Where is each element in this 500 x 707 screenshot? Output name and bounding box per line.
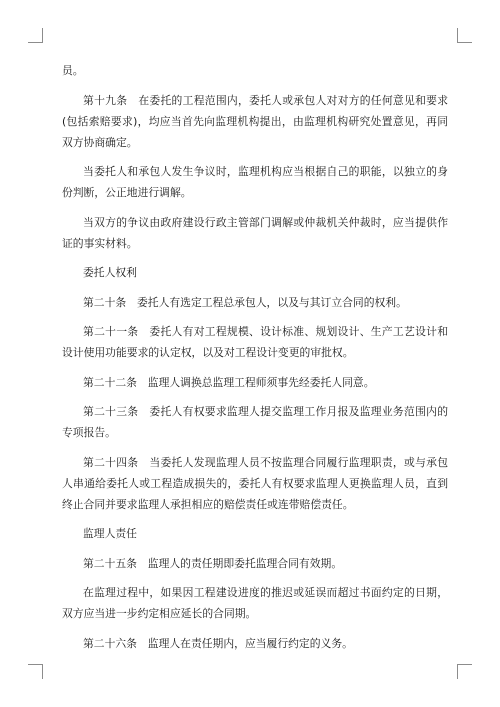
- paragraph-article-23: 第二十三条 委托人有权要求监理人提交监理工作月报及监理业务范围内的专项报告。: [62, 405, 448, 439]
- paragraph-article-26: 第二十六条 监理人在责任期内，应当履行约定的义务。: [83, 636, 353, 650]
- paragraph-period-extension: 在监理过程中，如果因工程建设进度的推迟或延误而超过书面约定的日期，双方应当进一步约定相应延长的合同期。: [62, 586, 448, 620]
- crop-mark-bottom-right: [457, 664, 472, 679]
- section-heading-client-rights: 委托人权利: [83, 266, 137, 279]
- section-heading-supervisor-liability: 监理人责任: [83, 527, 137, 540]
- paragraph-continuation: 员。: [62, 64, 84, 77]
- paragraph-article-25: 第二十五条 监理人的责任期即委托监理合同有效期。: [83, 556, 343, 570]
- paragraph-article-24: 第二十四条 当委托人发现监理人员不按监理合同履行监理职责，或与承包人串通给委托人或工程造成损失的，委托人有权要求监理人更换监理人员，直到终止合同并要求监理人承担相应的赔偿责任或连带赔偿责任。: [62, 455, 448, 511]
- crop-mark-bottom-left: [28, 664, 43, 679]
- paragraph-article-21: 第二十一条 委托人有对工程规模、设计标准、规划设计、生产工艺设计和设计使用功能要求的认定权，以及对工程设计变更的审批权。: [62, 325, 448, 359]
- crop-mark-top-left: [28, 28, 43, 43]
- document-body: [62, 60, 448, 662]
- paragraph-article-20: 第二十条 委托人有选定工程总承包人，以及与其订立合同的权利。: [83, 295, 407, 309]
- paragraph-dispute-evidence: 当双方的争议由政府建设行政主管部门调解或仲裁机关仲裁时，应当提供作证的事实材料。: [62, 215, 448, 250]
- paragraph-article-22: 第二十二条 监理人调换总监理工程师须事先经委托人同意。: [83, 375, 375, 389]
- paragraph-dispute-mediation: 当委托人和承包人发生争议时，监理机构应当根据自己的职能，以独立的身份判断，公正地进行调解。: [62, 165, 448, 199]
- crop-mark-top-right: [457, 28, 472, 43]
- paragraph-article-19: 第十九条 在委托的工程范围内，委托人或承包人对对方的任何意见和要求(包括索赔要求)，均应当首先向监理机构提出，由监理机构研究处置意见，再同双方协商确定。: [62, 93, 448, 149]
